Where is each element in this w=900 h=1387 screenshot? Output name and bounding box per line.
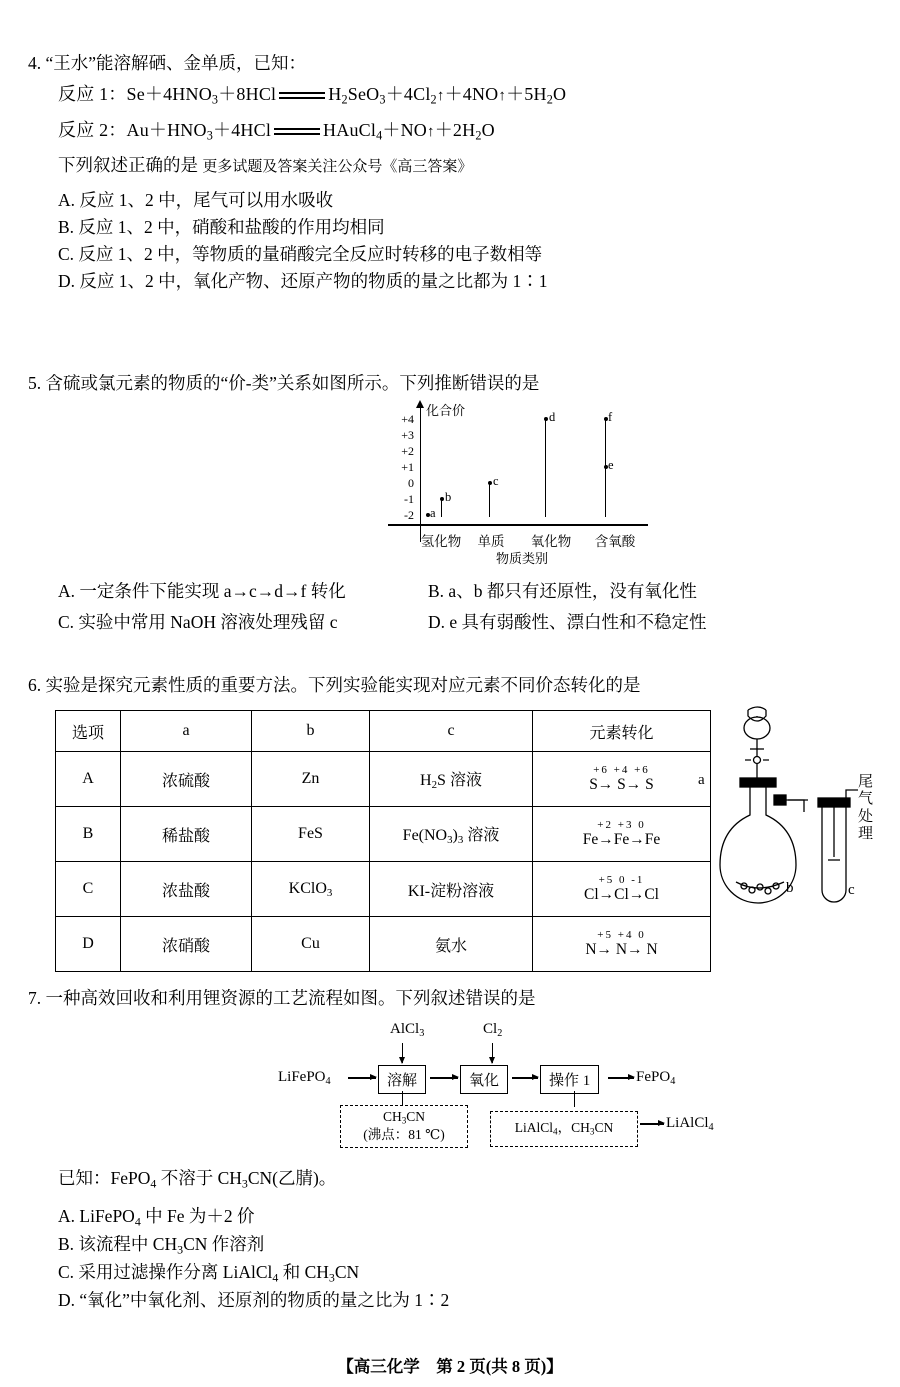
q4-stem-text: “王水”能溶解硒、金单质，已知： — [45, 53, 307, 73]
q5-option-b[interactable]: B. a、b 都只有还原性，没有氧化性 — [428, 581, 697, 602]
ox-states-c: +5 0 -1 — [598, 873, 645, 886]
ox-elements-d: N→ N→ N — [585, 940, 658, 958]
ox-states-d: +5 +4 0 — [597, 928, 646, 941]
point-d-label: d — [549, 410, 556, 425]
q7-stem-line — [28, 985, 888, 1011]
double-bond-line — [274, 127, 320, 137]
arrow-input-to-dissolve — [348, 1077, 376, 1078]
cell-a-c: $H_2S$ 溶液 — [370, 752, 533, 807]
solvent-name: $CH_3CN$ — [382, 1109, 426, 1126]
apparatus-label-a: a — [698, 772, 705, 788]
point-b-label: b — [445, 490, 452, 505]
solvent-bp: (沸点：81 ℃) — [363, 1127, 445, 1143]
point-e-label: e — [608, 458, 614, 473]
arrow-alcl3-down — [402, 1043, 403, 1063]
point-d-stem — [545, 419, 546, 517]
q4-eq2-body: $Au+HNO_3+4HCl$ $HAuCl_4+NO↑+2H_2O$ — [126, 120, 495, 143]
chart-x-axis-title: 物质类别 — [496, 551, 549, 567]
point-b-stem — [441, 499, 442, 517]
chart-x-cat-2: 氧化物 — [530, 534, 572, 550]
point-c-stem — [489, 483, 490, 517]
table-header-row — [56, 711, 711, 752]
cell-a-transform — [533, 752, 711, 807]
q5-option-c[interactable]: C. 实验中常用 NaOH 溶液处理残留 c — [58, 612, 338, 633]
cell-b-transform — [533, 807, 711, 862]
ox-elements-b: Fe→Fe→Fe — [582, 830, 661, 848]
th-option: 选项 — [56, 711, 121, 752]
th-a: a — [121, 711, 252, 752]
chart-y-tick-3: +3 — [401, 428, 414, 443]
chart-x-axis — [388, 524, 648, 525]
flow-input-lifepo4: LiFePO$_4$ — [278, 1069, 331, 1088]
apparatus-label-b: b — [786, 880, 794, 896]
flow-output-fepo4: FePO$_4$ — [636, 1069, 676, 1088]
arrow-oxidize-to-op1 — [512, 1077, 538, 1078]
chart-y-axis — [420, 406, 421, 542]
q7-option-b[interactable]: B. 该流程中 $CH_3CN$ 作溶剂 — [58, 1234, 265, 1257]
q6-stem-line — [28, 672, 888, 698]
q5-options-row-2 — [28, 609, 878, 636]
q7-option-a[interactable]: A. LiFePO$_4$ 中 Fe 为＋2 价 — [58, 1206, 255, 1229]
q5-stem-line — [28, 370, 878, 396]
ox-elements-a: S→ S→ S — [589, 775, 654, 793]
q4-equation-2 — [58, 112, 878, 148]
q4-equation-1 — [58, 76, 878, 112]
cell-b-b: FeS — [252, 807, 370, 862]
flow-mixture-box — [490, 1111, 638, 1147]
q6-apparatus-diagram — [696, 700, 886, 920]
q5-valence-category-chart — [348, 402, 678, 567]
q4-eq1-body: $Se+4HNO_3+8HCl$ $H_2SeO_3+4Cl_2↑+4NO↑+5H_2O$ — [126, 84, 567, 107]
th-b: b — [252, 711, 370, 752]
arrow-cl2-down — [492, 1043, 493, 1063]
mixture-label: LiAlCl$_4$，$CH_3CN$ — [514, 1120, 614, 1137]
q7-known-text: 已知：FePO$_4$ 不溶于 $CH_3CN$(乙腈)。 — [58, 1168, 337, 1191]
apparatus-label-c: c — [848, 882, 855, 898]
cell-a-a: 浓硫酸 — [121, 752, 252, 807]
q5-options-row-1 — [28, 578, 878, 605]
cell-a-b: Zn — [252, 752, 370, 807]
q4-number: 4. — [28, 53, 42, 73]
point-f-stem — [605, 419, 606, 517]
q4-option-c[interactable]: C. 反应 1、2 中，等物质的量硝酸完全反应时转移的电子数相等 — [58, 244, 543, 264]
q7-number: 7. — [28, 988, 42, 1008]
q4-option-a[interactable]: A. 反应 1、2 中，尾气可以用水吸收 — [58, 189, 334, 210]
page-footer: 【高三化学 第 2 页(共 8 页)】 — [337, 1357, 563, 1376]
flow-step-oxidize: 氧化 — [460, 1065, 508, 1094]
q4-eq1-label: 反应 1： — [58, 84, 127, 105]
table-row — [56, 807, 711, 862]
q5-number: 5. — [28, 373, 42, 393]
cell-option-b: B — [56, 807, 121, 862]
apparatus-tail-gas-label: 尾气处理 — [858, 774, 874, 842]
question-4 — [28, 50, 878, 295]
cell-c-a: 浓盐酸 — [121, 862, 252, 917]
flow-reagent-alcl3: AlCl$_3$ — [390, 1021, 425, 1040]
arrow-op1-to-output — [608, 1077, 634, 1078]
cell-option-a: A — [56, 752, 121, 807]
cell-d-transform — [533, 917, 711, 972]
q5-stem-text: 含硫或氯元素的物质的“价-类”关系如图所示。下列推断错误的是 — [45, 373, 540, 393]
ox-states-b: +2 +3 0 — [597, 818, 646, 831]
flow-step-operation1: 操作 1 — [540, 1065, 599, 1094]
cell-c-c: KI-淀粉溶液 — [370, 862, 533, 917]
cell-b-a: 稀盐酸 — [121, 807, 252, 862]
chart-x-cat-0: 氢化物 — [420, 534, 462, 550]
q6-table — [55, 710, 711, 972]
chart-y-tick-m1: -1 — [404, 492, 414, 507]
cell-d-b: Cu — [252, 917, 370, 972]
flow-reagent-cl2: $Cl_2$ — [483, 1021, 503, 1040]
point-a-label: a — [430, 506, 436, 521]
cell-d-c: 氨水 — [370, 917, 533, 972]
q5-option-a[interactable]: A. 一定条件下能实现 a→c→d→f 转化 — [58, 581, 346, 602]
cell-option-c: C — [56, 862, 121, 917]
q4-ask: 下列叙述正确的是 — [58, 155, 198, 176]
ox-elements-c: Cl→Cl→Cl — [584, 885, 659, 903]
flow-step-dissolve: 溶解 — [378, 1065, 426, 1094]
cell-c-b: KClO$_3$ — [252, 862, 370, 917]
q7-stem-text: 一种高效回收和利用锂资源的工艺流程如图。下列叙述错误的是 — [45, 988, 536, 1008]
flow-solvent-box — [340, 1105, 468, 1148]
table-row — [56, 752, 711, 807]
table-row — [56, 862, 711, 917]
chart-y-tick-m2: -2 — [404, 508, 414, 523]
q4-option-d[interactable]: D. 反应 1、2 中，氧化产物、还原产物的物质的量之比都为 1∶1 — [58, 271, 548, 292]
cell-b-c: $Fe(NO_3)_3$ 溶液 — [370, 807, 533, 862]
arrow-mix-to-final — [640, 1123, 664, 1124]
watermark-text: 更多试题及答案关注公众号《高三答案》 — [202, 159, 473, 176]
chart-y-tick-0: 0 — [408, 476, 414, 491]
chart-x-cat-1: 单质 — [477, 534, 505, 550]
question-6 — [28, 672, 888, 972]
q4-option-b[interactable]: B. 反应 1、2 中，硝酸和盐酸的作用均相同 — [58, 216, 385, 237]
q6-stem-text: 实验是探究元素性质的重要方法。下列实验能实现对应元素不同价态转化的是 — [45, 675, 641, 695]
double-bond-line — [279, 91, 325, 101]
cell-c-transform — [533, 862, 711, 917]
line-op1-to-mix — [574, 1091, 575, 1107]
q7-flow-diagram — [278, 1021, 714, 1151]
chart-y-axis-title: 化合价 — [426, 403, 466, 419]
q7-known-line — [58, 1165, 888, 1193]
chart-y-tick-2: +2 — [401, 444, 414, 459]
q4-ask-line — [58, 152, 878, 179]
point-c-label: c — [493, 474, 499, 489]
point-f-label: f — [608, 410, 613, 425]
th-transform: 元素转化 — [533, 711, 711, 752]
chart-x-cat-3: 含氧酸 — [594, 534, 636, 550]
chart-y-tick-4: +4 — [401, 412, 414, 427]
q7-option-c[interactable]: C. 采用过滤操作分离 LiAlCl$_4$ 和 $CH_3CN$ — [58, 1262, 360, 1285]
question-5 — [28, 370, 878, 637]
question-7 — [28, 985, 888, 1314]
q7-option-d[interactable]: D. “氧化”中氧化剂、还原剂的物质的量之比为 1∶2 — [58, 1289, 450, 1310]
q4-eq2-label: 反应 2： — [58, 120, 127, 141]
th-c: c — [370, 711, 533, 752]
ox-states-a: +6 +4 +6 — [593, 763, 650, 776]
q6-number: 6. — [28, 675, 42, 695]
cell-option-d: D — [56, 917, 121, 972]
arrow-dissolve-to-oxidize — [430, 1077, 458, 1078]
q5-option-d[interactable]: D. e 具有弱酸性、漂白性和不稳定性 — [428, 612, 707, 633]
cell-d-a: 浓硝酸 — [121, 917, 252, 972]
y-axis-arrow — [416, 400, 424, 408]
table-row — [56, 917, 711, 972]
chart-y-tick-1: +1 — [401, 460, 414, 475]
flow-final-lialcl4: LiAlCl$_4$ — [666, 1115, 714, 1134]
q4-stem-line — [28, 50, 878, 76]
